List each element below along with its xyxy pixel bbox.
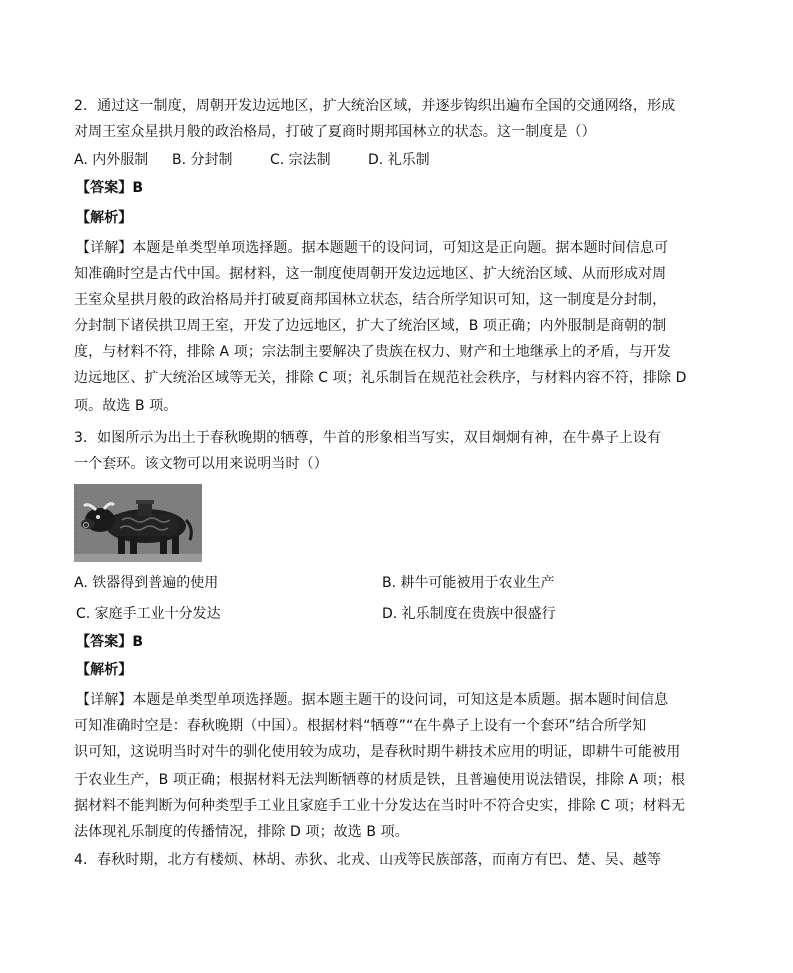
ox-zun-bronze-vessel-photo — [74, 484, 202, 562]
q3-option-a: A. 铁器得到普遍的使用 — [74, 575, 219, 591]
q3-answer: 【答案】B — [76, 634, 144, 650]
q2-option-a: A. 内外服制 — [74, 152, 149, 168]
q4-stem-line-1: 4．春秋时期，北方有楼烦、林胡、赤狄、北戎、山戎等民族部落，而南方有巴、楚、吴、越等 — [74, 852, 662, 868]
q2-detail-line-6: 边远地区、扩大统治区域等无关，排除 C 项；礼乐制旨在规范社会秩序，与材料内容不符，排除 D — [74, 370, 687, 386]
q2-analysis-label: 【解析】 — [76, 210, 133, 226]
q2-option-d: D. 礼乐制 — [368, 152, 430, 168]
q2-option-b: B. 分封制 — [172, 152, 233, 168]
q2-detail-line-7: 项。故选 B 项。 — [74, 398, 178, 414]
q2-detail-line-1: 【详解】本题是单类型单项选择题。据本题题干的设问词，可知这是正向题。据本题时间信息可 — [76, 240, 669, 256]
q2-detail-line-5: 度，与材料不符，排除 A 项；宗法制主要解决了贵族在权力、财产和土地继承上的矛盾，与开发 — [74, 344, 671, 360]
q3-option-c: C. 家庭手工业十分发达 — [76, 606, 221, 622]
q2-option-c: C. 宗法制 — [270, 152, 331, 168]
q2-stem-line-1: 2．通过这一制度，周朝开发边远地区，扩大统治区域，并逐步钩织出遍布全国的交通网络，形成 — [74, 98, 676, 114]
q3-detail-line-5: 据材料不能判断为何种类型手工业且家庭手工业十分发达在当时叶不符合史实，排除 C 项；材料无 — [74, 798, 686, 814]
q3-detail-line-3: 识可知，这说明当时对牛的驯化使用较为成功，是春秋时期牛耕技术应用的明证，即耕牛可能被用 — [74, 744, 681, 760]
q2-detail-line-2: 知准确时空是古代中国。据材料，这一制度使周朝开发边远地区、扩大统治区域、从而形成对周 — [74, 266, 667, 282]
q2-detail-line-4: 分封制下诸侯拱卫周王室，开发了边远地区，扩大了统治区域，B 项正确；内外服制是商朝的制 — [74, 318, 667, 334]
q3-detail-line-1: 【详解】本题是单类型单项选择题。据本题主题干的设问词，可知这是本质题。据本题时间信息 — [76, 692, 669, 708]
q3-stem-line-1: 3．如图所示为出土于春秋晚期的牺尊，牛首的形象相当写实，双目炯炯有神，在牛鼻子上设有 — [74, 430, 662, 446]
q2-stem-line-2: 对周王室众星拱月般的政治格局，打破了夏商时期邦国林立的状态。这一制度是（） — [74, 124, 596, 140]
q3-analysis-label: 【解析】 — [76, 662, 133, 678]
q3-option-b: B. 耕牛可能被用于农业生产 — [382, 575, 555, 591]
q2-detail-line-3: 王室众星拱月般的政治格局并打破夏商邦国林立状态，结合所学知识可知，这一制度是分封制， — [74, 292, 667, 308]
q3-option-d: D. 礼乐制度在贵族中很盛行 — [382, 606, 556, 622]
q2-answer: 【答案】B — [76, 180, 144, 196]
q3-stem-line-2: 一个套环。该文物可以用来说明当时（） — [74, 456, 328, 472]
q3-detail-line-2: 可知准确时空是：春秋晚期（中国）。根据材料“牺尊”“在牛鼻子上设有一个套环”结合所学知 — [74, 718, 647, 734]
q3-detail-line-6: 法体现礼乐制度的传播情况，排除 D 项；故选 B 项。 — [74, 824, 409, 840]
q3-detail-line-4: 于农业生产，B 项正确；根据材料无法判断牺尊的材质是铁，且普遍使用说法错误，排除 A 项；根 — [74, 772, 686, 788]
